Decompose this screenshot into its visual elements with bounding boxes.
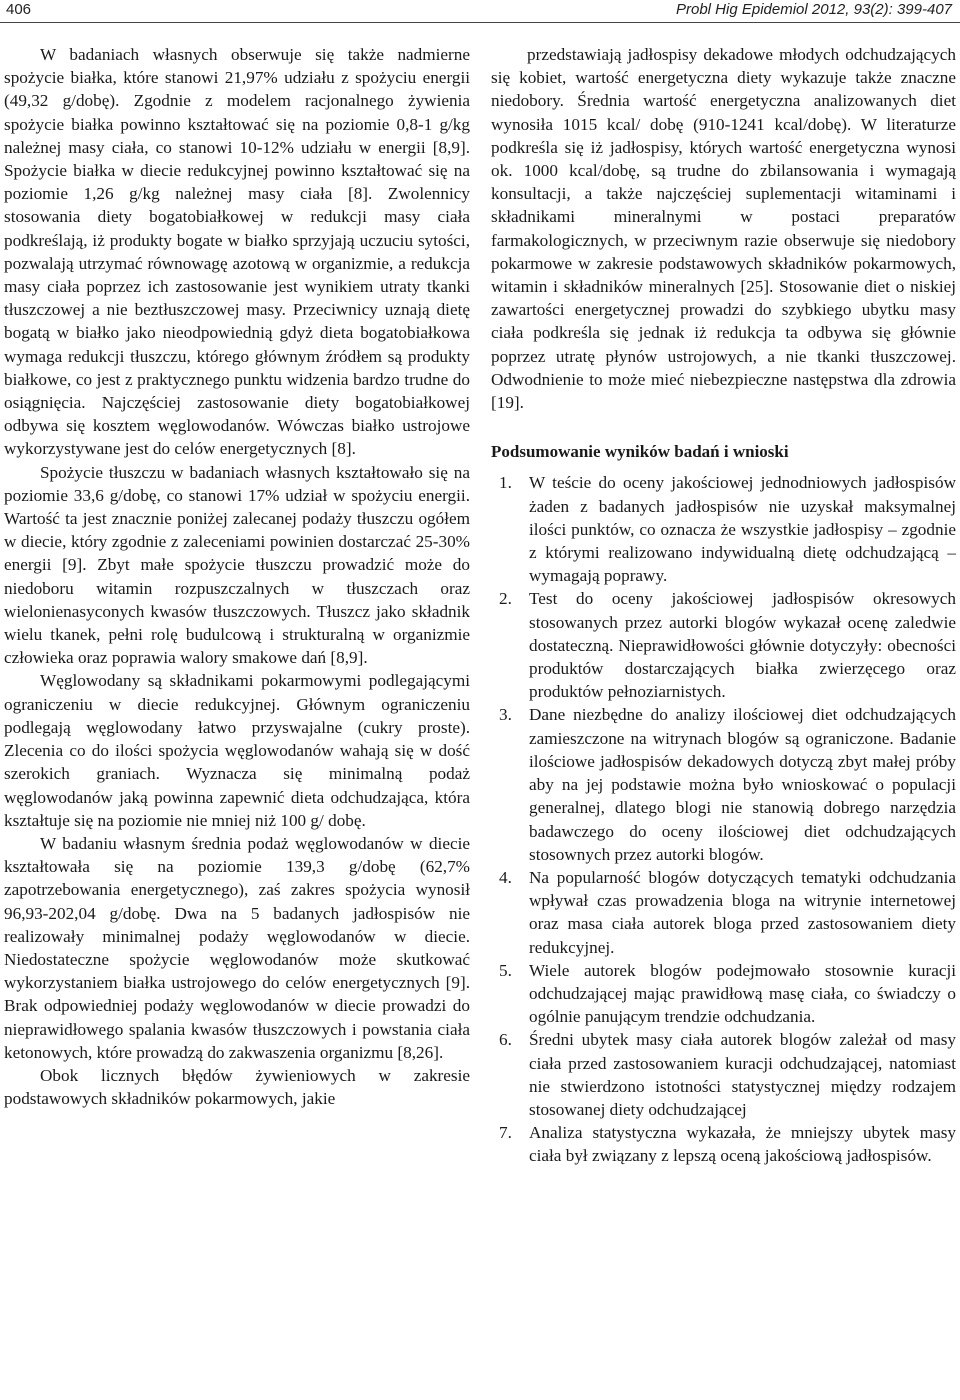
paragraph-protein: W badaniach własnych obserwuje się także nadmierne spożycie białka, które stanowi 21,97% udziału z spożyciu energii (49,32 g/dobę). Zgodnie z modelem racjonalnego żywienia spożycie białka powinno kształtować się na poziomie 0,8-1 g/kg należnej masy ciała, co stanowi 10-12% udziału w energii [8,9]. Spożycie białka w diecie redukcyjnej powinno kształtować się na poziomie 1,26 g/kg należnej masy ciała [8]. Zwolennicy stosowania diety bogatobiałkowej w redukcji masy ciała podkreślają, iż produkty bogate w białko sprzyjają uczuciu sytości, pozwalają utrzymać równowagę azotową w organizmie, a redukcja masy ciała poprzez ich zastosowanie jest wynikiem utraty tkanki tłuszczowej a nie beztłuszczowej masy. Przeciwnicy uznają dietę bogatą w białko jako nieodpowiednią gdyż dieta bogatobiałkowa wymaga redukcji tłuszczu, którego głównym źródłem są produkty białkowe, co jest z praktycznego punktu widzenia bardzo trudne do osiągnięcia. Najczęściej zastosowanie diety bogatobiałkowej odbywa się kosztem węglowodanów. Wówczas białko ustrojowe wykorzystywane jest do celów energetycznych [8]. (4, 45, 470, 459)
conclusion-item (491, 959, 956, 1029)
paragraph-carbohydrate-intake: W badaniu własnym średnia podaż węglowodanów w diecie kształtowała się na poziomie 139,3 g/dobę (62,7% zapotrzebowania energetycznego), zaś zakres spożycia wynosił 96,93-202,04 g/dobę. Dwa na 5 badanych jadłospisów nie realizowały minimalnej podaży węglowodanów w diecie. Niedostateczne spożycie węglowodanów może skutkować wykorzystaniem białka ustrojowego do celów energetycznych [9]. Brak odpowiedniej podaży węglowodanów w diecie prowadzi do nieprawidłowego spalania kwasów tłuszczowych i powstania ciała ketonowych, które prowadzą do zakwaszenia organizmu [8,26]. (4, 833, 470, 1062)
conclusion-text: Wiele autorek blogów podejmowało stosownie kuracji odchudzającej mając prawidłową masę ciała, co świadczy o ogólnie panującym trendzie odchudzania. (529, 960, 956, 1027)
page-number: 406 (6, 1, 32, 18)
conclusion-item (491, 471, 956, 587)
conclusions-list (491, 471, 956, 1167)
section-heading: Podsumowanie wyników badań i wnioski (491, 442, 789, 462)
conclusion-number: 2. (499, 589, 512, 609)
conclusion-number: 3. (499, 705, 512, 725)
conclusion-text: Analiza statystyczna wykazała, że mniejszy ubytek masy ciała był związany z lepszą oceną jakościową jadłospisów. (529, 1123, 956, 1166)
conclusion-item (491, 703, 956, 865)
conclusion-text: Średni ubytek masy ciała autorek blogów zależał od masy ciała przed zastosowaniem kuracji odchudzającej, natomiast nie stwierdzono istotności statystycznej między rodzajem stosowanej diety odchudzającej (529, 1030, 956, 1119)
conclusion-text: Na popularność blogów dotyczących tematyki odchudzania wpływał czas prowadzenia bloga na witrynie internetowej oraz masa ciała autorek bloga przed zastosowaniem diety redukcyjnej. (529, 867, 956, 957)
right-column (491, 43, 956, 1168)
conclusion-text: Dane niezbędne do analizy ilościowej diet odchudzających zamieszczone na witrynach blogów są ograniczone. Badanie ilościowe jadłospisów dekadowych dotyczą zbyt małej próby aby na jej podstawie można było wnioskować o populacji generalnej, dlatego blogi nie stanowią dobrego narzędzia badawczego do oceny ilościowej diet odchudzających stosownych przez autorki blogów. (529, 705, 956, 864)
conclusion-item (491, 1121, 956, 1167)
paragraph-fat: Spożycie tłuszczu w badaniach własnych kształtowało się na poziomie 33,6 g/dobę, co stanowi 17% udział w spożyciu energii. Wartość ta jest znacznie poniżej zalecanej podaży tłuszczu ogółem w diecie, który zgodnie z zaleceniami powinien dostarczać 25-30% energii [9]. Zbyt małe spożycie tłuszczu prowadzić może do niedoboru witamin rozpuszczalnych w tłuszczach oraz wielonienasyconych kwasów tłuszczowych. Tłuszcz jako składnik wielu tkanek, pełni rolę budulcową i strukturalną w organizmie człowieka oraz poprawia walory smakowe dań [8,9]. (4, 462, 470, 668)
conclusion-number: 5. (499, 960, 512, 980)
conclusion-number: 4. (499, 867, 512, 887)
paragraph-nutrition-errors: Obok licznych błędów żywieniowych w zakresie podstawowych składników pokarmowych, jakie (4, 1065, 470, 1109)
conclusion-text: W teście do oceny jakościowej jednodniowych jadłospisów żaden z badanych jadłospisów nie uzyskał maksymalnej ilości punktów, co oznacza że wszystkie jadłospisy – zgodnie z którymi realizowano indywidualną dietę odchudzającą – wymagają poprawy. (529, 473, 956, 586)
journal-citation: Probl Hig Epidemiol 2012, 93(2): 399-407 (676, 1, 952, 18)
paragraph-carbohydrates: Węglowodany są składnikami pokarmowymi podlegającymi ograniczeniu w diecie redukcyjnej. Głównym ograniczeniu podlegają węglowodany łatwo przyswajalne (cukry proste). Zlecenia co do ilości spożycia węglowodanów wahają się w dość szerokich graniach. Wyznacza się minimalną podaż węglowodanów jaką powinna zapewnić dieta odchudzająca, która kształtuje się na poziomie nie mniej niż 100 g/ dobę. (4, 671, 470, 830)
conclusion-text: Test do oceny jakościowej jadłospisów okresowych stosowanych przez autorki blogów wykazał ocenę zaledwie dostateczną. Nieprawidłowości głównie dotyczyły: obecności produktów dostarczających białka zwierzęcego oraz produktów pełnoziarnistych. (529, 589, 956, 702)
conclusion-item (491, 587, 956, 703)
conclusion-number: 1. (499, 473, 512, 493)
page-header (0, 0, 960, 22)
header-divider (0, 22, 960, 23)
conclusion-number: 6. (499, 1030, 512, 1050)
conclusion-item (491, 866, 956, 959)
left-column (4, 43, 470, 1110)
conclusion-item (491, 1028, 956, 1121)
conclusion-number: 7. (499, 1123, 512, 1143)
paragraph-energy-value: przedstawiają jadłospisy dekadowe młodych odchudzających się kobiet, wartość energetyczna diety wykazuje także znaczne niedobory. Średnia wartość energetyczna analizowanych diet wynosiła 1015 kcal/ dobę (910-1241 kcal/dobę). W literaturze podkreśla się iż jadłospisy, których wartość energetyczna wynosi ok. 1000 kcal/dobę, są trudne do zbilansowania i wymagają konsultacji, a także najczęściej suplementacji witaminami i składnikami mineralnymi w postaci preparatów farmakologicznych, w przeciwnym razie obserwuje się niedobory pokarmowe w zakresie podstawowych składników pokarmowych, witamin i składników mineralnych [25]. Stosowanie diet o niskiej zawartości energetycznej prowadzi do szybkiego ubytku masy ciała podkreśla się jednak iż redukcja ta odbywa się głównie poprzez utratę płynów ustrojowych, a nie tkanki tłuszczowej. Odwodnienie to może mieć niebezpieczne następstwa dla zdrowia [19]. (491, 45, 956, 413)
